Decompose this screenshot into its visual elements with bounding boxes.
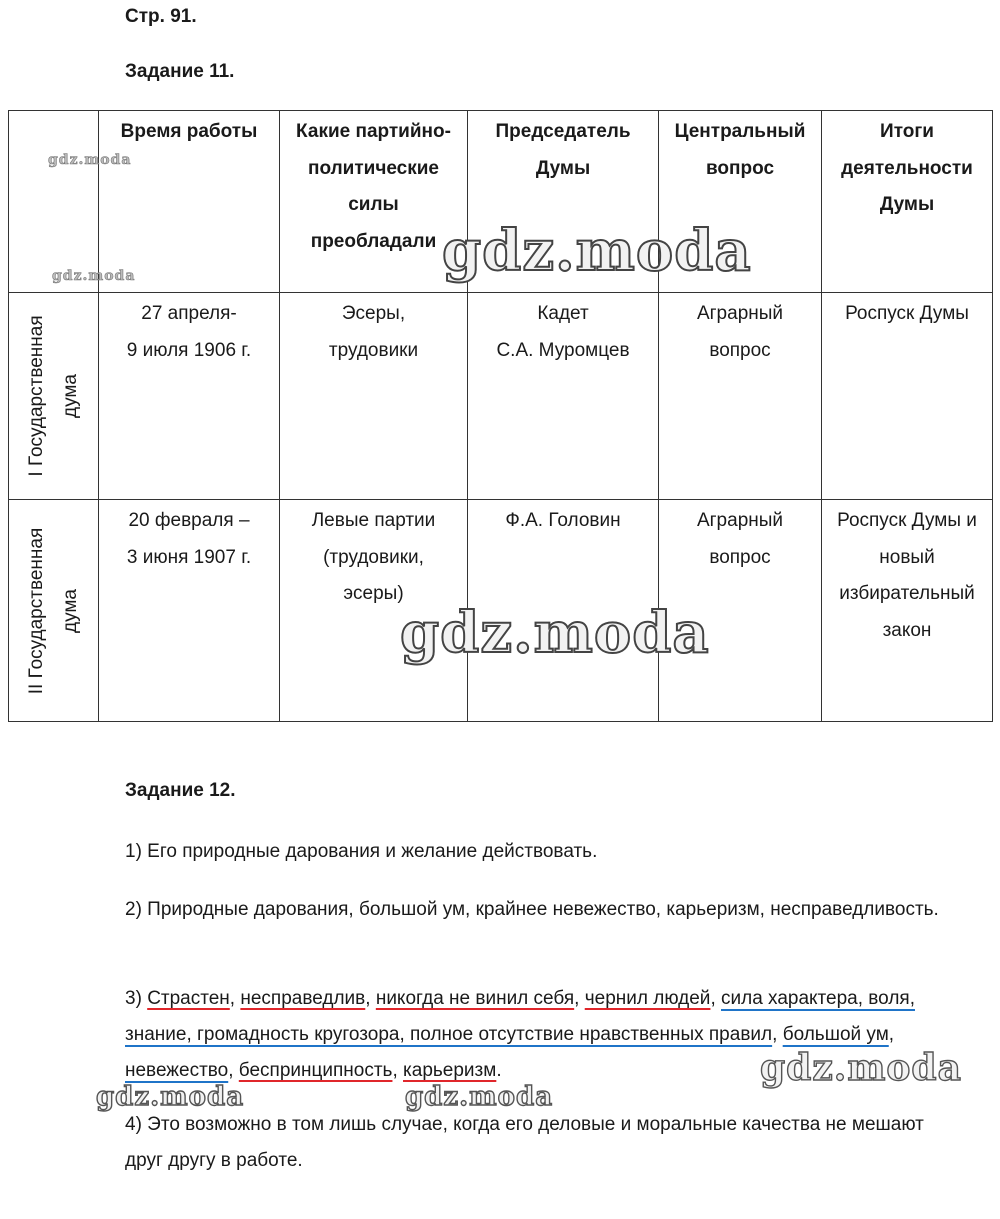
cell-line: Ф.А. Головин [505,510,621,531]
cell-chair [468,293,659,500]
answer-3-phrase: карьеризм [403,1060,497,1081]
header-forces: Какие партийно-политические силы преобладали [280,111,468,293]
answer-2: 2) Природные дарования, большой ум, крайнее невежество, карьеризм, несправедливость. [125,899,939,920]
answer-3: 3) Страстен, несправедлив, никогда не винил себя, чернил людей, сила характера, воля, знание, громадность кругозора, полное отсутствие нравственных правил, большой ум, невежество, беспринципность, карьеризм. [125,988,915,1081]
row-label [9,293,99,500]
cell-line: Кадет [537,303,589,324]
answer-1: 1) Его природные дарования и желание действовать. [125,841,598,862]
header-time: Время работы [99,111,280,293]
cell-line: С.А. Муромцев [496,339,630,361]
cell-result: Роспуск Думы [822,293,993,500]
row-label [9,500,99,722]
cell-chair [468,500,659,722]
header-result: Итоги деятельности Думы [822,111,993,293]
cell-forces [280,293,468,500]
task-11-title: Задание 11. [125,61,235,82]
cell-line: 20 февраля – [128,510,250,531]
cell-line: 3 июня 1907 г. [126,546,252,568]
row-label-line: I Государственная [25,315,47,477]
cell-line: Аграрный [696,303,784,324]
cell-line: трудовики [328,339,419,361]
row-label-line: дума [59,373,81,419]
watermark: gdz.moda [400,600,710,666]
answer-3-phrase: никогда не винил себя [375,988,575,1009]
cell-line: Левые партии [311,510,436,531]
table-header-row [9,111,993,293]
answer-3-prefix: 3) [125,988,148,1009]
header-chair: Председатель Думы [468,111,659,293]
cell-time [99,500,280,722]
answer-3-phrase: Страстен [147,988,230,1009]
answer-3-phrase: несправедлив [240,988,366,1009]
answer-3-phrase: беспринципность [238,1060,393,1081]
cell-line: вопрос [709,339,771,361]
watermark: gdz.moda [405,1082,554,1112]
cell-line: вопрос [709,546,771,568]
header-empty [9,111,99,293]
duma-table [8,110,993,722]
answer-3-phrase: чернил людей [584,988,711,1009]
cell-line: 27 апреля- [141,303,237,324]
watermark: gdz.moda [52,268,136,284]
cell-line: Аграрный [696,510,784,531]
row-label-line: дума [59,588,81,633]
answer-4: 4) Это возможно в том лишь случае, когда его деловые и моральные качества не мешают друг другу в работе. [125,1114,924,1171]
row-label-line: II Государственная [25,527,47,694]
answer-3-phrase: большой ум [782,1024,889,1045]
cell-question [659,293,822,500]
cell-time [99,293,280,500]
cell-line: (трудовики, [323,546,424,568]
answer-3-phrase: невежество [125,1060,229,1081]
task-12-title: Задание 12. [125,780,236,801]
cell-line: Эсеры, [341,303,406,324]
cell-question [659,500,822,722]
table-row [9,500,993,722]
cell-line: 9 июля 1906 г. [126,339,252,361]
watermark: gdz.moda [48,152,132,168]
watermark: gdz.moda [760,1047,962,1089]
page-reference: Стр. 91. [125,6,197,27]
watermark: gdz.moda [96,1082,245,1112]
cell-forces [280,500,468,722]
cell-line: эсеры) [343,583,404,604]
cell-result: Роспуск Думы и новый избирательный закон [822,500,993,722]
table-row [9,293,993,500]
header-question: Центральный вопрос [659,111,822,293]
watermark: gdz.moda [442,218,752,284]
answer-3-phrase: сила характера, воля, знание, громадность кругозора, полное отсутствие нравственных правил [125,988,915,1045]
